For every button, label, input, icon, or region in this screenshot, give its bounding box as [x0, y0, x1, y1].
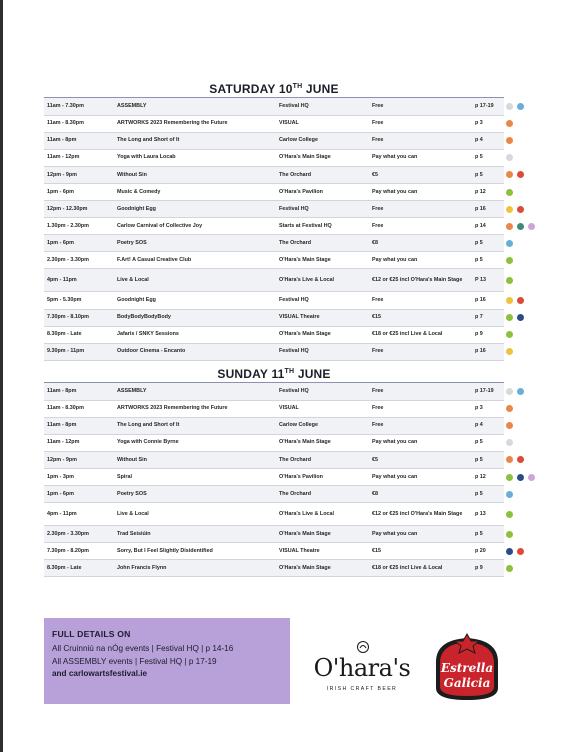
time-cell: 11am - 8.30pm: [44, 400, 114, 417]
venue-cell: VISUAL Theatre: [276, 543, 369, 560]
page-cell: p 5: [472, 434, 504, 451]
category-dots: [506, 439, 513, 446]
event-cell: The Long and Short of It: [114, 417, 276, 434]
price-cell: Pay what you can: [369, 149, 472, 166]
page-cell: p 5: [472, 526, 504, 543]
schedule-row: [44, 98, 504, 115]
time-cell: 1pm - 6pm: [44, 486, 114, 503]
price-cell: Free: [369, 98, 472, 115]
sunday-heading: [44, 367, 504, 381]
page-cell: p 16: [472, 292, 504, 309]
time-cell: 2.30pm - 3.30pm: [44, 252, 114, 269]
category-dot-green: [506, 189, 513, 196]
page-cell: p 5: [472, 451, 504, 468]
price-cell: Free: [369, 115, 472, 132]
venue-cell: O'Hara's Main Stage: [276, 149, 369, 166]
category-dot-grey: [506, 154, 513, 161]
venue-cell: O'Hara's Main Stage: [276, 252, 369, 269]
assembly-events-line: All ASSEMBLY events | Festival HQ | p 17-19: [52, 656, 217, 666]
event-cell: Without Sin: [114, 166, 276, 183]
time-cell: 1pm - 6pm: [44, 235, 114, 252]
time-cell: 12pm - 12.30pm: [44, 201, 114, 218]
price-cell: €8: [369, 235, 472, 252]
venue-cell: VISUAL: [276, 400, 369, 417]
schedule-row: [44, 309, 504, 326]
sunday-schedule-table: [44, 383, 504, 577]
category-dot-green: [506, 531, 513, 538]
page-cell: p 17-19: [472, 98, 504, 115]
category-dot-lavender: [528, 223, 535, 230]
sunday-sup: TH: [284, 368, 295, 375]
time-cell: 11am - 8.30pm: [44, 115, 114, 132]
event-cell: Goodnight Egg: [114, 201, 276, 218]
category-dot-orange: [506, 137, 513, 144]
time-cell: 12pm - 9pm: [44, 166, 114, 183]
event-cell: ASSEMBLY: [114, 98, 276, 115]
event-cell: John Francis Flynn: [114, 560, 276, 577]
estrella-line1: Estrella: [440, 661, 494, 675]
category-dots: [506, 531, 513, 538]
category-dots: [506, 388, 524, 395]
category-dots: [506, 297, 524, 304]
sunday-title: SUNDAY 11: [217, 367, 285, 381]
event-cell: Yoga with Connie Byrne: [114, 434, 276, 451]
category-dots: [506, 120, 513, 127]
category-dot-orange: [506, 171, 513, 178]
category-dot-red: [517, 206, 524, 213]
schedule-row: [44, 183, 504, 200]
price-cell: Free: [369, 417, 472, 434]
category-dots: [506, 240, 513, 247]
category-dots: [506, 456, 524, 463]
price-cell: €15: [369, 543, 472, 560]
schedule-row: [44, 417, 504, 434]
event-cell: Live & Local: [114, 503, 276, 526]
category-dots: [506, 422, 513, 429]
time-cell: 7.30pm - 8.20pm: [44, 543, 114, 560]
category-dots: [506, 511, 513, 518]
price-cell: €5: [369, 166, 472, 183]
category-dots: [506, 348, 513, 355]
time-cell: 9.30pm - 11pm: [44, 343, 114, 360]
estrella-galicia-logo: [428, 632, 506, 704]
category-dot-orange: [506, 223, 513, 230]
event-cell: Trad Seisiúin: [114, 526, 276, 543]
venue-cell: The Orchard: [276, 486, 369, 503]
venue-cell: VISUAL: [276, 115, 369, 132]
venue-cell: O'Hara's Main Stage: [276, 560, 369, 577]
sunday-suffix: JUNE: [294, 367, 331, 381]
page-cell: p 7: [472, 309, 504, 326]
schedule-row: [44, 543, 504, 560]
category-dot-teal: [517, 223, 524, 230]
category-dots: [506, 171, 524, 178]
price-cell: €18 or €25 incl Live & Local: [369, 326, 472, 343]
category-dot-red: [517, 297, 524, 304]
venue-cell: Festival HQ: [276, 343, 369, 360]
category-dot-orange: [506, 456, 513, 463]
saturday-sup: TH: [292, 83, 303, 90]
time-cell: 11am - 7.30pm: [44, 98, 114, 115]
event-cell: Outdoor Cinema - Encanto: [114, 343, 276, 360]
schedule-row: [44, 292, 504, 309]
event-cell: Yoga with Laura Locab: [114, 149, 276, 166]
page-cell: p 20: [472, 543, 504, 560]
website-line[interactable]: and carlowartsfestival.ie: [52, 669, 148, 678]
venue-cell: Festival HQ: [276, 201, 369, 218]
price-cell: €8: [369, 486, 472, 503]
event-cell: Without Sin: [114, 451, 276, 468]
time-cell: 1pm - 3pm: [44, 468, 114, 485]
time-cell: 4pm - 11pm: [44, 269, 114, 292]
category-dots: [506, 206, 524, 213]
saturday-schedule-table: [44, 98, 504, 361]
schedule-row: [44, 468, 504, 485]
category-dot-navy: [517, 314, 524, 321]
event-cell: The Long and Short of It: [114, 132, 276, 149]
category-dot-red: [517, 456, 524, 463]
category-dot-yellow: [506, 297, 513, 304]
category-dots: [506, 474, 535, 481]
venue-cell: Starts at Festival HQ: [276, 218, 369, 235]
category-dot-orange: [506, 405, 513, 412]
time-cell: 11am - 12pm: [44, 149, 114, 166]
price-cell: Free: [369, 343, 472, 360]
category-dots: [506, 548, 524, 555]
price-cell: €15: [369, 309, 472, 326]
event-cell: Carlow Carnival of Collective Joy: [114, 218, 276, 235]
page-edge-bar: [0, 0, 3, 752]
schedule-row: [44, 149, 504, 166]
schedule-row: [44, 115, 504, 132]
category-dots: [506, 189, 513, 196]
saturday-heading: [44, 82, 504, 96]
page-cell: p 16: [472, 343, 504, 360]
time-cell: 1.30pm - 2.30pm: [44, 218, 114, 235]
category-dot-yellow: [506, 348, 513, 355]
price-cell: €18 or €25 incl Live & Local: [369, 560, 472, 577]
page-cell: p 4: [472, 132, 504, 149]
event-cell: Spiral: [114, 468, 276, 485]
saturday-suffix: JUNE: [302, 82, 339, 96]
time-cell: 8.30pm - Late: [44, 560, 114, 577]
full-details-box: [44, 618, 290, 704]
category-dot-red: [517, 548, 524, 555]
page-cell: p 12: [472, 183, 504, 200]
time-cell: 1pm - 6pm: [44, 183, 114, 200]
price-cell: Free: [369, 383, 472, 400]
schedule-row: [44, 326, 504, 343]
schedule-row: [44, 269, 504, 292]
event-cell: Poetry SOS: [114, 235, 276, 252]
category-dot-yellow: [506, 206, 513, 213]
category-dot-red: [517, 171, 524, 178]
category-dot-green: [506, 314, 513, 321]
venue-cell: Carlow College: [276, 132, 369, 149]
full-details-heading: FULL DETAILS ON: [52, 629, 131, 639]
estrella-galicia-badge-icon: [428, 632, 506, 704]
event-cell: Sorry, But I Feel Slightly Disidentified: [114, 543, 276, 560]
page-cell: p 5: [472, 252, 504, 269]
venue-cell: Festival HQ: [276, 98, 369, 115]
oharas-logo: [312, 638, 412, 700]
event-cell: BodyBodyBodyBody: [114, 309, 276, 326]
venue-cell: Festival HQ: [276, 383, 369, 400]
schedule-row: [44, 434, 504, 451]
price-cell: Pay what you can: [369, 183, 472, 200]
price-cell: Free: [369, 201, 472, 218]
category-dot-navy: [506, 548, 513, 555]
venue-cell: O'Hara's Main Stage: [276, 526, 369, 543]
page-cell: p 3: [472, 115, 504, 132]
event-cell: Goodnight Egg: [114, 292, 276, 309]
event-cell: ASSEMBLY: [114, 383, 276, 400]
event-cell: ARTWORKS 2023 Remembering the Future: [114, 400, 276, 417]
oharas-tagline: IRISH CRAFT BEER: [326, 686, 398, 692]
schedule-row: [44, 560, 504, 577]
venue-cell: O'Hara's Main Stage: [276, 434, 369, 451]
schedule-row: [44, 486, 504, 503]
page-cell: p 5: [472, 166, 504, 183]
oharas-wordmark: O'hara's: [313, 654, 411, 682]
schedule-row: [44, 201, 504, 218]
schedule-row: [44, 503, 504, 526]
category-dot-green: [506, 474, 513, 481]
page-cell: p 13: [472, 503, 504, 526]
page-cell: P 13: [472, 269, 504, 292]
venue-cell: O'Hara's Live & Local: [276, 503, 369, 526]
schedule-row: [44, 343, 504, 360]
schedule-row: [44, 166, 504, 183]
price-cell: €12 or €25 incl O'Hara's Main Stage: [369, 503, 472, 526]
venue-cell: O'Hara's Pavilion: [276, 468, 369, 485]
event-cell: Poetry SOS: [114, 486, 276, 503]
category-dot-green: [506, 277, 513, 284]
schedule-row: [44, 526, 504, 543]
page-cell: p 5: [472, 149, 504, 166]
venue-cell: O'Hara's Main Stage: [276, 326, 369, 343]
price-cell: Free: [369, 132, 472, 149]
event-cell: Music & Comedy: [114, 183, 276, 200]
time-cell: 11am - 8pm: [44, 132, 114, 149]
category-dot-grey: [506, 103, 513, 110]
schedule-row: [44, 235, 504, 252]
time-cell: 12pm - 9pm: [44, 451, 114, 468]
category-dots: [506, 154, 513, 161]
price-cell: Free: [369, 400, 472, 417]
cruinniu-events-line: All Cruinniú na nÓg events | Festival HQ | p 14-16: [52, 644, 234, 653]
category-dots: [506, 103, 524, 110]
venue-cell: O'Hara's Pavilion: [276, 183, 369, 200]
venue-cell: The Orchard: [276, 166, 369, 183]
category-dots: [506, 565, 513, 572]
category-dots: [506, 277, 513, 284]
page-cell: p 3: [472, 400, 504, 417]
category-dot-blue: [506, 491, 513, 498]
category-dot-green: [506, 565, 513, 572]
category-dot-orange: [506, 120, 513, 127]
time-cell: 7.30pm - 8.10pm: [44, 309, 114, 326]
page-cell: p 4: [472, 417, 504, 434]
venue-cell: Festival HQ: [276, 292, 369, 309]
category-dot-orange: [506, 422, 513, 429]
price-cell: Pay what you can: [369, 252, 472, 269]
price-cell: Free: [369, 218, 472, 235]
category-dots: [506, 223, 535, 230]
event-cell: F.Art! A Casual Creative Club: [114, 252, 276, 269]
category-dot-lavender: [528, 474, 535, 481]
time-cell: 5pm - 5.30pm: [44, 292, 114, 309]
category-dot-grey: [506, 439, 513, 446]
schedule-row: [44, 383, 504, 400]
price-cell: Pay what you can: [369, 434, 472, 451]
price-cell: Free: [369, 292, 472, 309]
page-cell: p 5: [472, 235, 504, 252]
category-dots: [506, 331, 513, 338]
time-cell: 4pm - 11pm: [44, 503, 114, 526]
category-dot-blue: [517, 103, 524, 110]
category-dots: [506, 137, 513, 144]
time-cell: 11am - 8pm: [44, 417, 114, 434]
price-cell: Pay what you can: [369, 526, 472, 543]
venue-cell: The Orchard: [276, 235, 369, 252]
category-dot-blue: [517, 388, 524, 395]
oharas-emblem-icon: [356, 640, 370, 654]
category-dots: [506, 405, 513, 412]
category-dot-grey: [506, 388, 513, 395]
schedule-row: [44, 132, 504, 149]
time-cell: 11am - 8pm: [44, 383, 114, 400]
venue-cell: Carlow College: [276, 417, 369, 434]
category-dot-blue: [506, 240, 513, 247]
saturday-title: SATURDAY 10: [209, 82, 293, 96]
category-dots: [506, 257, 513, 264]
category-dot-navy: [517, 474, 524, 481]
page-cell: p 14: [472, 218, 504, 235]
category-dot-green: [506, 511, 513, 518]
page-cell: p 12: [472, 468, 504, 485]
time-cell: 2.30pm - 3.30pm: [44, 526, 114, 543]
page-cell: p 9: [472, 560, 504, 577]
page-cell: p 9: [472, 326, 504, 343]
page-cell: p 17-19: [472, 383, 504, 400]
schedule-row: [44, 451, 504, 468]
category-dot-green: [506, 331, 513, 338]
estrella-line2: Galicia: [443, 676, 491, 690]
venue-cell: The Orchard: [276, 451, 369, 468]
category-dots: [506, 314, 524, 321]
event-cell: Live & Local: [114, 269, 276, 292]
venue-cell: VISUAL Theatre: [276, 309, 369, 326]
price-cell: €12 or €25 incl O'Hara's Main Stage: [369, 269, 472, 292]
schedule-row: [44, 400, 504, 417]
page-cell: p 5: [472, 486, 504, 503]
category-dots: [506, 491, 513, 498]
price-cell: €5: [369, 451, 472, 468]
time-cell: 11am - 12pm: [44, 434, 114, 451]
venue-cell: O'Hara's Live & Local: [276, 269, 369, 292]
category-dot-green: [506, 257, 513, 264]
price-cell: Pay what you can: [369, 468, 472, 485]
page-cell: p 16: [472, 201, 504, 218]
time-cell: 8.30pm - Late: [44, 326, 114, 343]
schedule-row: [44, 218, 504, 235]
event-cell: Jafaris / SNKY Sessions: [114, 326, 276, 343]
schedule-row: [44, 252, 504, 269]
event-cell: ARTWORKS 2023 Remembering the Future: [114, 115, 276, 132]
